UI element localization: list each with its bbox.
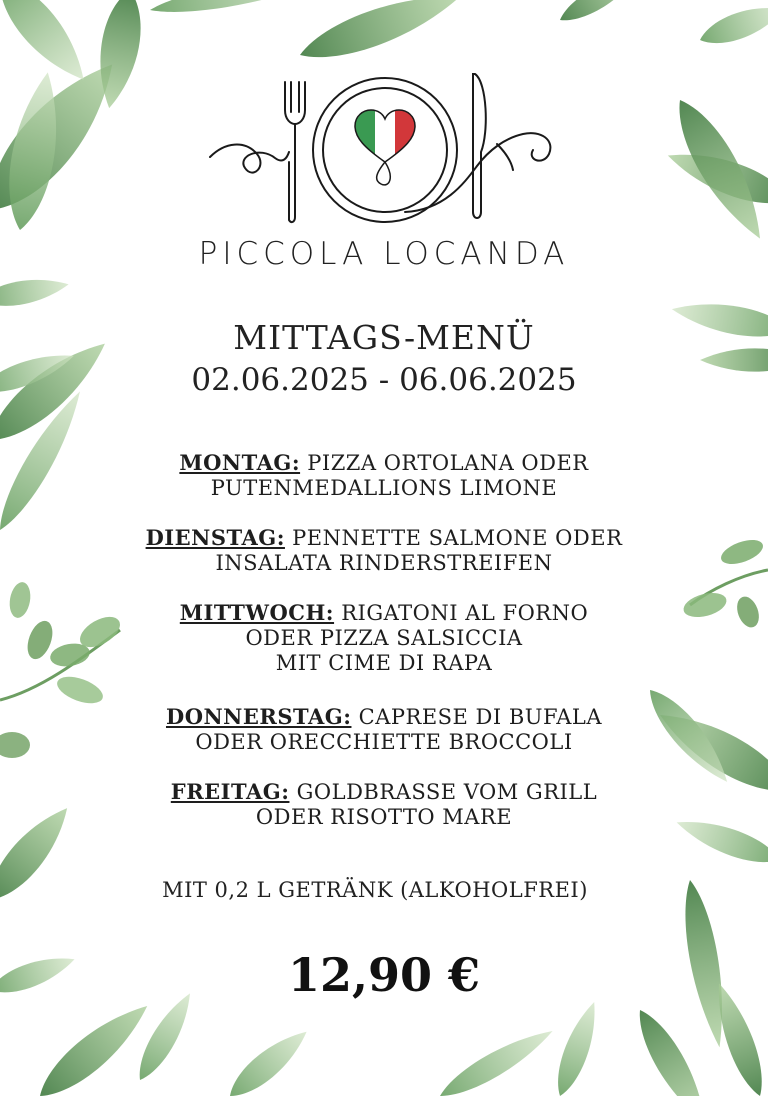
day-label: DONNERSTAG: — [165, 704, 352, 729]
dish-line: INSALATA RINDERSTREIFEN — [215, 551, 553, 575]
heart-italy-flag-icon — [353, 106, 417, 185]
menu-title: MITTAGS-MENÜ — [233, 318, 535, 357]
dish-line: PIZZA ORTOLANA ODER — [307, 451, 589, 475]
dish-line: PUTENMEDALLIONS LIMONE — [210, 476, 558, 500]
dish-line: ODER ORECCHIETTE BROCCOLI — [195, 730, 573, 754]
dish-line: RIGATONI AL FORNO — [341, 601, 589, 625]
drinks-note: MIT 0,2 L GETRÄNK (ALKOHOLFREI) — [162, 878, 588, 902]
menu-date-range: 02.06.2025 - 06.06.2025 — [191, 362, 577, 398]
day-entry-thursday — [0, 704, 768, 755]
day-label: MITTWOCH: — [179, 600, 335, 625]
dish-line: MIT CIME DI RAPA — [275, 651, 493, 675]
dish-line: ODER PIZZA SALSICCIA — [245, 626, 523, 650]
swirl-right — [405, 133, 550, 212]
dish-line: CAPRESE DI BUFALA — [358, 705, 603, 729]
dish-line: ODER RISOTTO MARE — [255, 805, 513, 829]
restaurant-name: PICCOLA LOCANDA — [198, 236, 570, 272]
restaurant-logo — [205, 62, 565, 232]
menu-price: 12,90 € — [287, 948, 481, 1002]
swirl-left — [210, 145, 289, 173]
day-entry-tuesday — [0, 525, 768, 576]
day-entry-wednesday — [0, 600, 768, 676]
dish-line: PENNETTE SALMONE ODER — [292, 526, 623, 550]
knife-icon — [473, 74, 486, 218]
dish-line: GOLDBRASSE VOM GRILL — [296, 780, 598, 804]
day-label: MONTAG: — [179, 450, 301, 475]
day-label: FREITAG: — [170, 779, 290, 804]
day-label: DIENSTAG: — [145, 525, 285, 550]
day-entry-monday — [0, 450, 768, 501]
day-entry-friday — [0, 779, 768, 830]
